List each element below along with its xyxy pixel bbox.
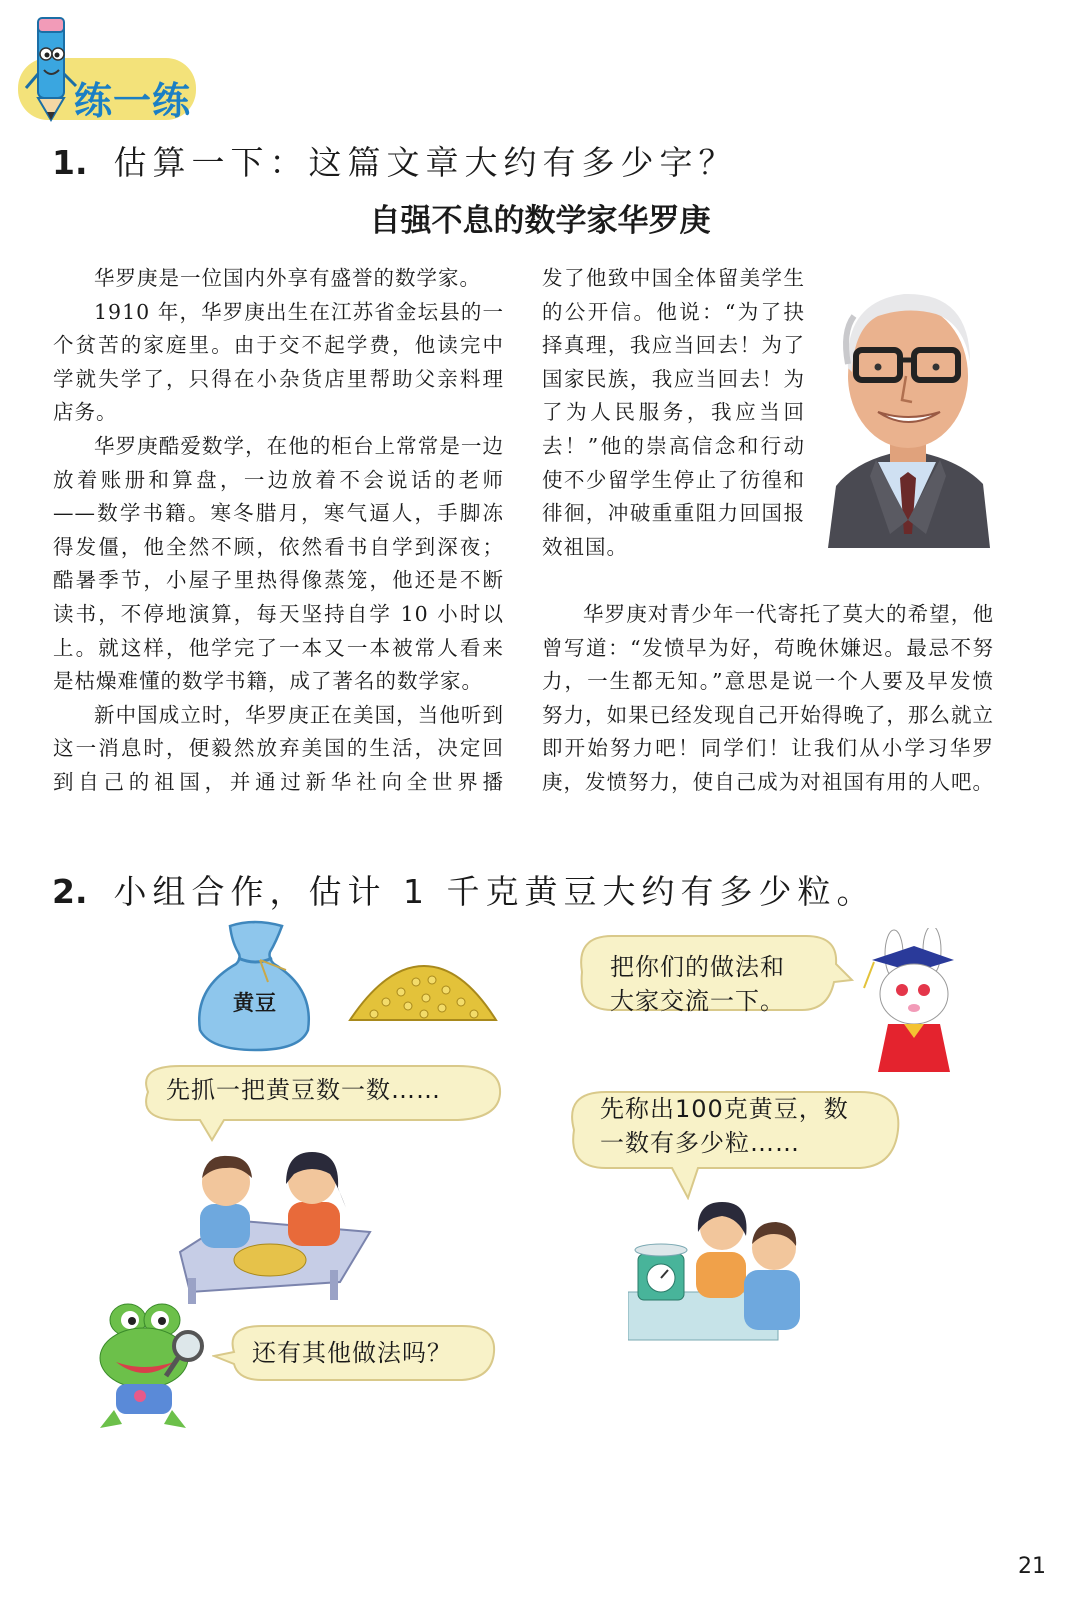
article-paragraph: 华罗庚对青少年一代寄托了莫大的希望，他曾写道：“发愤早为好，苟晚休嫌迟。最忌不努力，一生都无知。”意思是说一个人要及早发愤努力，如果已经发现自己开始得晚了，那么就立即开始努力吧！同学们！让我们从小学习华罗庚，发愤努力，使自己成为对祖国有用的人吧。 (542, 602, 994, 794)
frog-magnifier-illustration (92, 1296, 208, 1434)
question-2 (52, 866, 875, 913)
question-2-text: 小组合作，估计 1 千克黄豆大约有多少粒。 (113, 872, 876, 911)
question-1-text: 估算一下：这篇文章大约有多少字？ (113, 143, 738, 182)
article-paragraph: 1910 年，华罗庚出生在江苏省金坛县的一个贫苦的家庭里。由于交不起学费，他读完中学就失学了，只得在小杂货店里帮助父亲料理店务。 (53, 299, 504, 425)
speech-weigh-line2: 一数有多少粒…… (600, 1129, 800, 1157)
soybean-bag-label: 黄豆 (233, 991, 277, 1015)
question-2-number: 2. (52, 872, 88, 911)
speech-grab-text: 先抓一把黄豆数一数…… (166, 1076, 441, 1104)
children-counting-illustration (170, 1142, 380, 1306)
hua-luogeng-portrait (818, 272, 998, 548)
children-weighing-illustration (628, 1196, 814, 1342)
article-paragraph: 华罗庚是一位国内外享有盛誉的数学家。 (94, 266, 481, 290)
article-right-column-bottom (542, 598, 994, 800)
article-paragraph: 华罗庚酷爱数学，在他的柜台上常常是一边放着账册和算盘，一边放着不会说话的老师——数学书籍。寒冬腊月，寒气逼人，手脚冻得发僵，他全然不顾，依然看书自学到深夜；酷暑季节，小屋子里热得像蒸笼，他还是不断读书，不停地演算，每天坚持自学 10 小时以上。就这样，他学完了一本又一本被常人看来是枯燥难懂的数学书籍，成了著名的数学家。 (53, 433, 504, 694)
speech-rabbit-line1: 把你们的做法和 (610, 953, 785, 981)
soybean-pile-icon (346, 962, 500, 1026)
article-right-column-top (542, 262, 805, 564)
article-paragraph: 新中国成立时，华罗庚正在美国，当他听到这一消息时，便毅然放弃美国的生活，决定回到自己的祖国，并通过新华社向全世界播 (53, 702, 504, 794)
soybean-bag-icon (190, 918, 320, 1052)
page-number: 21 (1018, 1554, 1046, 1579)
practice-badge-label: 练一练 (74, 79, 192, 123)
article-title: 自强不息的数学家华罗庚 (369, 203, 711, 239)
article-left-column (53, 262, 504, 800)
speech-frog-text: 还有其他做法吗？ (252, 1339, 452, 1367)
speech-weigh-line1: 先称出100克黄豆，数 (600, 1095, 849, 1123)
question-1 (52, 137, 738, 184)
pencil-mascot-icon (22, 14, 82, 124)
question-1-number: 1. (52, 143, 88, 182)
speech-rabbit-line2: 大家交流一下。 (610, 987, 785, 1015)
rabbit-teacher-illustration (858, 928, 962, 1078)
article-paragraph: 发了他致中国全体留美学生的公开信。他说：“为了抉择真理，我应当回去！为了国家民族，我应当回去！为了为人民服务，我应当回去！”他的崇高信念和行动使不少留学生停止了彷徨和徘徊，冲破重重阻力回国报效祖国。 (542, 266, 805, 559)
